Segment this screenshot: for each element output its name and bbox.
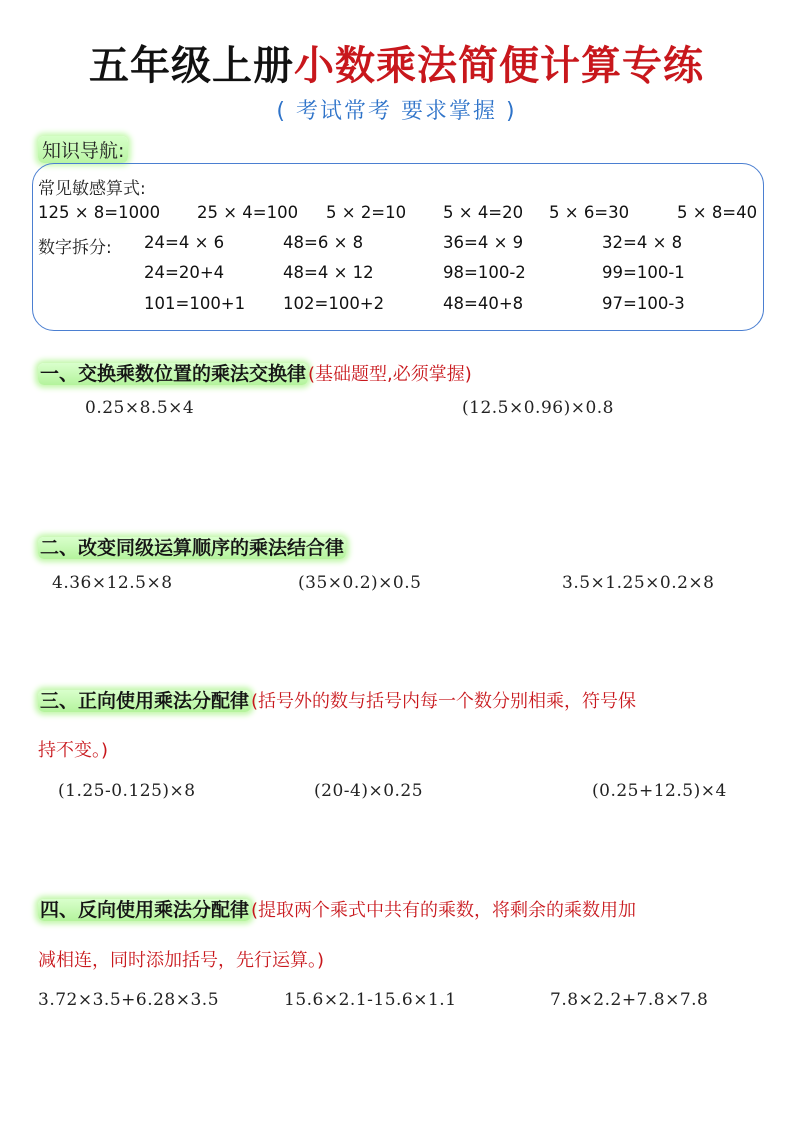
problem: (35×0.2)×0.5 bbox=[298, 573, 422, 593]
split-formula: 99=100-1 bbox=[602, 263, 685, 282]
sensitive-label: 常见敏感算式: bbox=[38, 179, 146, 199]
split-formula: 32=4 × 8 bbox=[602, 233, 683, 252]
split-formula: 24=4 × 6 bbox=[144, 233, 225, 252]
section-4-note-cont: 减相连，同时添加括号，先行运算。) bbox=[38, 950, 325, 971]
title-black-part: 五年级上册 bbox=[89, 43, 294, 89]
page-title bbox=[0, 40, 793, 92]
section-3-note: (括号外的数与括号内每一个数分别相乘，符号保 bbox=[251, 691, 637, 712]
split-formula: 101=100+1 bbox=[144, 294, 246, 313]
section-3-title: 三、正向使用乘法分配律 bbox=[40, 690, 250, 712]
section-4-heading bbox=[38, 895, 636, 922]
sensitive-formula: 25 × 4=100 bbox=[197, 203, 299, 222]
section-1-heading bbox=[38, 359, 472, 386]
section-3-note-cont: 持不变。) bbox=[38, 740, 109, 761]
split-formula: 48=6 × 8 bbox=[283, 233, 364, 252]
section-1-note: (基础题型,必须掌握) bbox=[308, 364, 472, 385]
title-red-part: 小数乘法简便计算专练 bbox=[294, 43, 704, 89]
section-1-title: 一、交换乘数位置的乘法交换律 bbox=[40, 363, 307, 385]
section-3-heading bbox=[38, 686, 636, 713]
sensitive-formula: 5 × 2=10 bbox=[326, 203, 407, 222]
section-4-note: (提取两个乘式中共有的乘数，将剩余的乘数用加 bbox=[251, 900, 637, 921]
section-4-title: 四、反向使用乘法分配律 bbox=[40, 899, 250, 921]
problem: 4.36×12.5×8 bbox=[52, 573, 173, 593]
split-formula: 102=100+2 bbox=[283, 294, 385, 313]
split-formula: 98=100-2 bbox=[443, 263, 526, 282]
problem: 15.6×2.1-15.6×1.1 bbox=[284, 990, 457, 1010]
split-formula: 36=4 × 9 bbox=[443, 233, 524, 252]
section-2-heading bbox=[38, 533, 346, 560]
section-2-title: 二、改变同级运算顺序的乘法结合律 bbox=[40, 537, 345, 559]
split-formula: 48=4 × 12 bbox=[283, 263, 374, 282]
split-formula: 24=20+4 bbox=[144, 263, 225, 282]
sensitive-formula: 5 × 6=30 bbox=[549, 203, 630, 222]
page-subtitle: ( 考试常考 要求掌握 ) bbox=[276, 99, 517, 124]
problem: 7.8×2.2+7.8×7.8 bbox=[550, 990, 709, 1010]
problem: (12.5×0.96)×0.8 bbox=[462, 398, 614, 418]
sensitive-formula: 5 × 8=40 bbox=[677, 203, 758, 222]
problem: (0.25+12.5)×4 bbox=[592, 781, 727, 801]
split-formula: 97=100-3 bbox=[602, 294, 685, 313]
problem: 3.5×1.25×0.2×8 bbox=[562, 573, 715, 593]
split-label: 数字拆分: bbox=[38, 238, 112, 258]
problem: 0.25×8.5×4 bbox=[85, 398, 195, 418]
problem: (1.25-0.125)×8 bbox=[58, 781, 196, 801]
sensitive-formula: 125 × 8=1000 bbox=[38, 203, 161, 222]
split-formula: 48=40+8 bbox=[443, 294, 524, 313]
knowledge-heading: 知识导航: bbox=[38, 136, 128, 163]
problem: (20-4)×0.25 bbox=[314, 781, 424, 801]
problem: 3.72×3.5+6.28×3.5 bbox=[38, 990, 220, 1010]
sensitive-formula: 5 × 4=20 bbox=[443, 203, 524, 222]
